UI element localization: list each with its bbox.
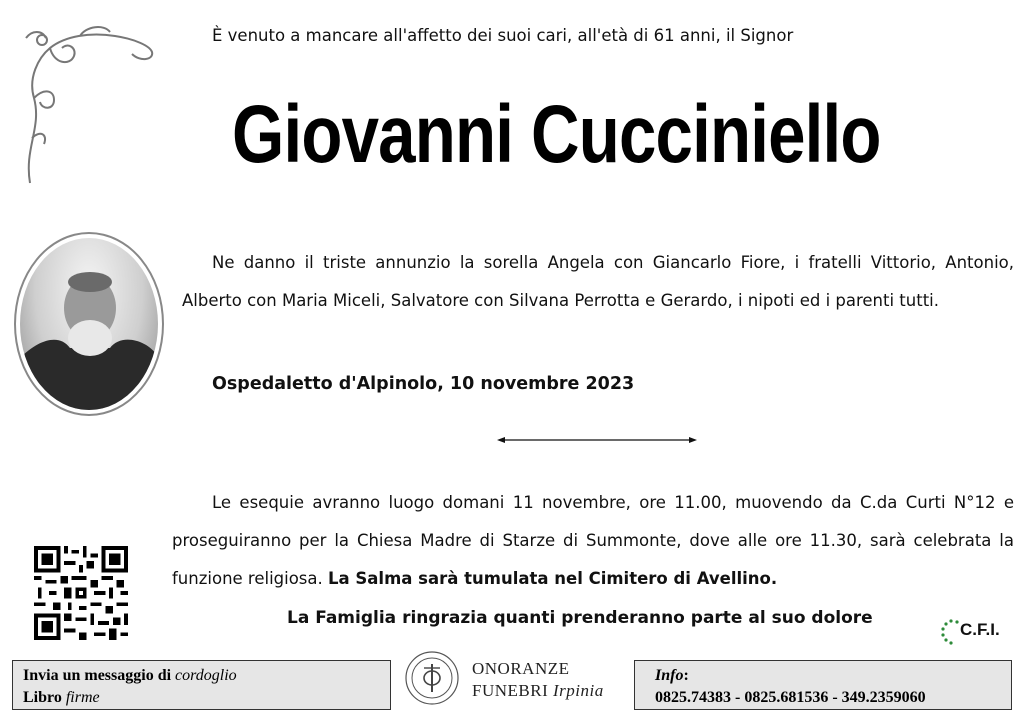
qr-code[interactable]: [34, 546, 128, 640]
cfi-logo-text: C.F.I.: [960, 620, 1000, 639]
funeral-text: [172, 484, 1014, 598]
guestbook-link[interactable]: [23, 687, 380, 709]
info-box: Info: 0825.74383 - 0825.681536 - 349.2359060: [634, 660, 1012, 710]
send-message-link[interactable]: [23, 665, 380, 687]
info-label: Info: [655, 667, 684, 684]
portrait-photo: [14, 232, 164, 416]
announcement-text: Ne danno il triste annunzio la sorella Angela con Giancarlo Fiore, i fratelli Vittorio, Antonio, Alberto con Maria Miceli, Salvatore con Silvana Perrotta e Gerardo, i nipoti ed i parenti tutti.: [182, 253, 1014, 310]
corner-flourish-icon: [20, 18, 160, 188]
funeral-details: Le esequie avranno luogo domani 11 novembre, ore 11.00, muovendo da C.da Curti N°12 e proseguiranno per la Chiesa Madre di Starze di Summonte, dove alle ore 11.30, sarà celebrata la funzione religiosa.: [172, 493, 1014, 588]
cfi-logo-icon: [940, 618, 1006, 652]
deceased-name: Giovanni Cucciniello: [232, 89, 881, 180]
send-message-italic: cordoglio: [175, 667, 237, 684]
burial-note: La Salma sarà tumulata nel Cimitero di Avellino.: [328, 569, 778, 588]
condolence-box[interactable]: [12, 660, 391, 710]
logo-line2-prefix: FUNEBRI: [472, 681, 553, 700]
funeral-home-name: [472, 658, 604, 702]
portrait-figure-icon: [20, 238, 158, 410]
place-date: Ospedaletto d'Alpinolo, 10 novembre 2023: [212, 374, 635, 394]
funeral-home-logo-icon: [404, 650, 460, 706]
family-thanks: La Famiglia ringrazia quanti prenderanno parte al suo dolore: [287, 608, 873, 628]
phone-numbers[interactable]: 0825.74383 - 0825.681536 - 349.2359060: [655, 689, 926, 706]
logo-line2-italic: Irpinia: [552, 681, 604, 700]
double-arrow-icon: [497, 436, 697, 444]
send-message-label: Invia un messaggio di: [23, 667, 176, 684]
logo-line2: [472, 680, 604, 702]
guestbook-italic: firme: [65, 689, 100, 706]
intro-text: È venuto a mancare all'affetto dei suoi cari, all'età di 61 anni, il Signor: [212, 26, 794, 45]
logo-line1: ONORANZE: [472, 659, 570, 678]
guestbook-label: Libro: [23, 689, 66, 706]
